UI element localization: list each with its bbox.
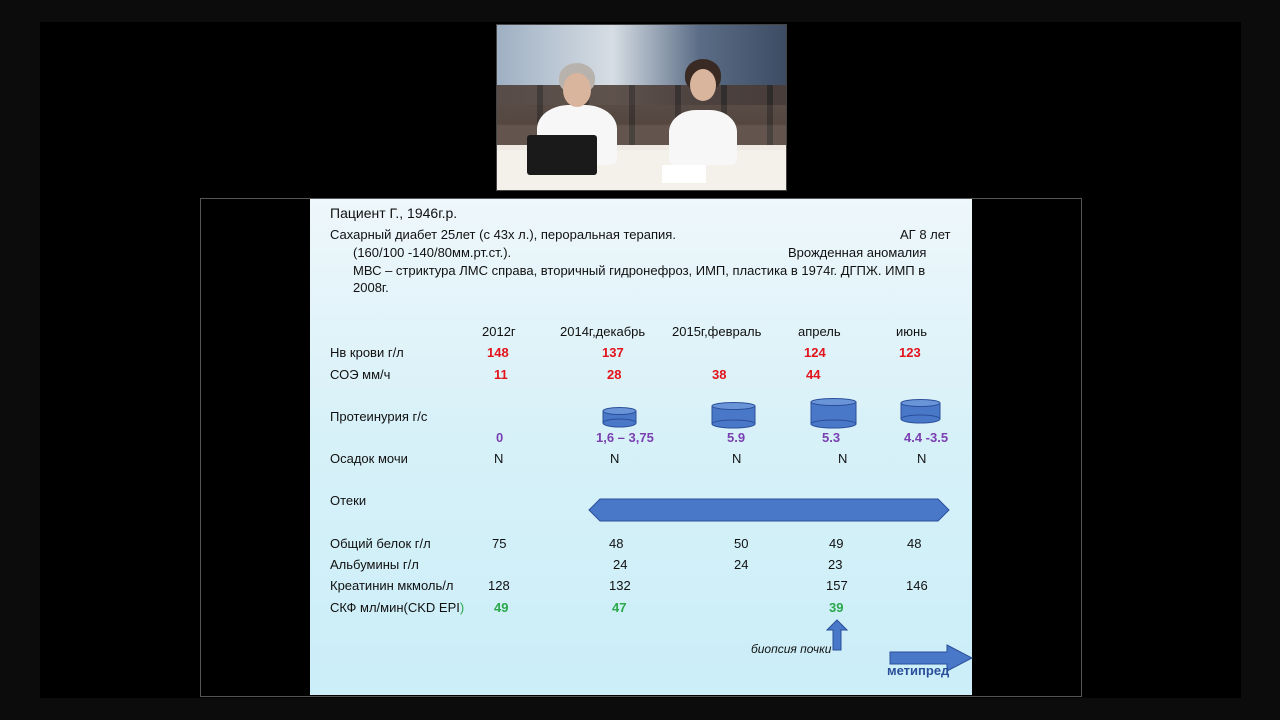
creatinine-label: Креатинин мкмоль/л — [330, 578, 454, 593]
gfr-label — [330, 600, 464, 615]
sediment-2014: N — [610, 451, 620, 466]
proteinuria-cylinder-2014 — [602, 407, 638, 429]
biopsy-label: биопсия почки — [751, 642, 832, 656]
hb-2014: 137 — [602, 345, 624, 360]
gfr-label-main: СКФ мл/мин(CKD EPI — [330, 600, 460, 615]
albumin-2014: 24 — [613, 557, 628, 572]
total-protein-2012: 75 — [492, 536, 507, 551]
soe-label: СОЭ мм/ч — [330, 367, 391, 382]
metipred-label: метипред — [887, 663, 950, 678]
sediment-april: N — [838, 451, 848, 466]
sediment-2012: N — [494, 451, 504, 466]
creatinine-2012: 128 — [488, 578, 510, 593]
total-protein-2014: 48 — [609, 536, 624, 551]
hb-june: 123 — [899, 345, 921, 360]
edema-arrow — [588, 498, 950, 522]
albumin-april: 23 — [828, 557, 843, 572]
col-header-2015: 2015г,февраль — [672, 324, 762, 339]
gfr-2014: 47 — [612, 600, 627, 615]
total-protein-april: 49 — [829, 536, 844, 551]
webcam-video — [496, 24, 787, 191]
presenter-right — [669, 110, 737, 165]
proteinuria-april: 5.3 — [822, 430, 841, 445]
total-protein-june: 48 — [907, 536, 922, 551]
albumin-label: Альбумины г/л — [330, 557, 419, 572]
creatinine-2014: 132 — [609, 578, 631, 593]
hb-2012: 148 — [487, 345, 509, 360]
history-text-cont: 2008г. — [353, 280, 389, 295]
gfr-2012: 49 — [494, 600, 509, 615]
total-protein-2015: 50 — [734, 536, 749, 551]
creatinine-june: 146 — [906, 578, 928, 593]
history-text: МВС – стриктура ЛМС справа, вторичный гидронефроз, ИМП, пластика в 1974г. ДГПЖ. ИМП в — [353, 263, 926, 278]
albumin-2015: 24 — [734, 557, 749, 572]
sediment-june: N — [917, 451, 927, 466]
proteinuria-cylinder-april — [810, 398, 858, 430]
presenter-left-head — [563, 73, 591, 107]
proteinuria-label: Протеинурия г/с — [330, 409, 428, 424]
paper-sheet — [662, 165, 706, 183]
soe-2015: 38 — [712, 367, 727, 382]
creatinine-april: 157 — [826, 578, 848, 593]
bp-text: (160/100 -140/80мм.рт.ст.). — [353, 245, 512, 260]
proteinuria-2012: 0 — [496, 430, 504, 445]
diabetes-text: Сахарный диабет 25лет (с 43х л.), пероральная терапия. — [330, 227, 676, 242]
gfr-april: 39 — [829, 600, 844, 615]
col-header-june: июнь — [896, 324, 927, 339]
soe-april: 44 — [806, 367, 821, 382]
hb-april: 124 — [804, 345, 826, 360]
presentation-slide — [310, 199, 972, 695]
sediment-label: Осадок мочи — [330, 451, 408, 466]
proteinuria-cylinder-june — [900, 399, 942, 425]
presenter-right-head — [690, 69, 716, 101]
slide-title: Пациент Г., 1946г.р. — [330, 205, 458, 221]
col-header-april: апрель — [798, 324, 841, 339]
proteinuria-2015: 5.9 — [727, 430, 746, 445]
soe-2012: 11 — [494, 367, 508, 382]
sediment-2015: N — [732, 451, 742, 466]
laptop — [527, 135, 597, 175]
total-protein-label: Общий белок г/л — [330, 536, 431, 551]
hb-label: Нв крови г/л — [330, 345, 404, 360]
proteinuria-june: 4.4 -3.5 — [904, 430, 949, 445]
soe-2014: 28 — [607, 367, 622, 382]
gfr-label-paren: ) — [459, 600, 465, 615]
anomaly-text: Врожденная аномалия — [788, 245, 927, 260]
col-header-2014: 2014г,декабрь — [560, 324, 646, 339]
edema-label: Отеки — [330, 493, 367, 508]
hypertension-text: АГ 8 лет — [900, 227, 951, 242]
proteinuria-cylinder-2015 — [711, 402, 757, 430]
proteinuria-2014: 1,6 – 3,75 — [596, 430, 654, 445]
col-header-2012: 2012г — [482, 324, 516, 339]
